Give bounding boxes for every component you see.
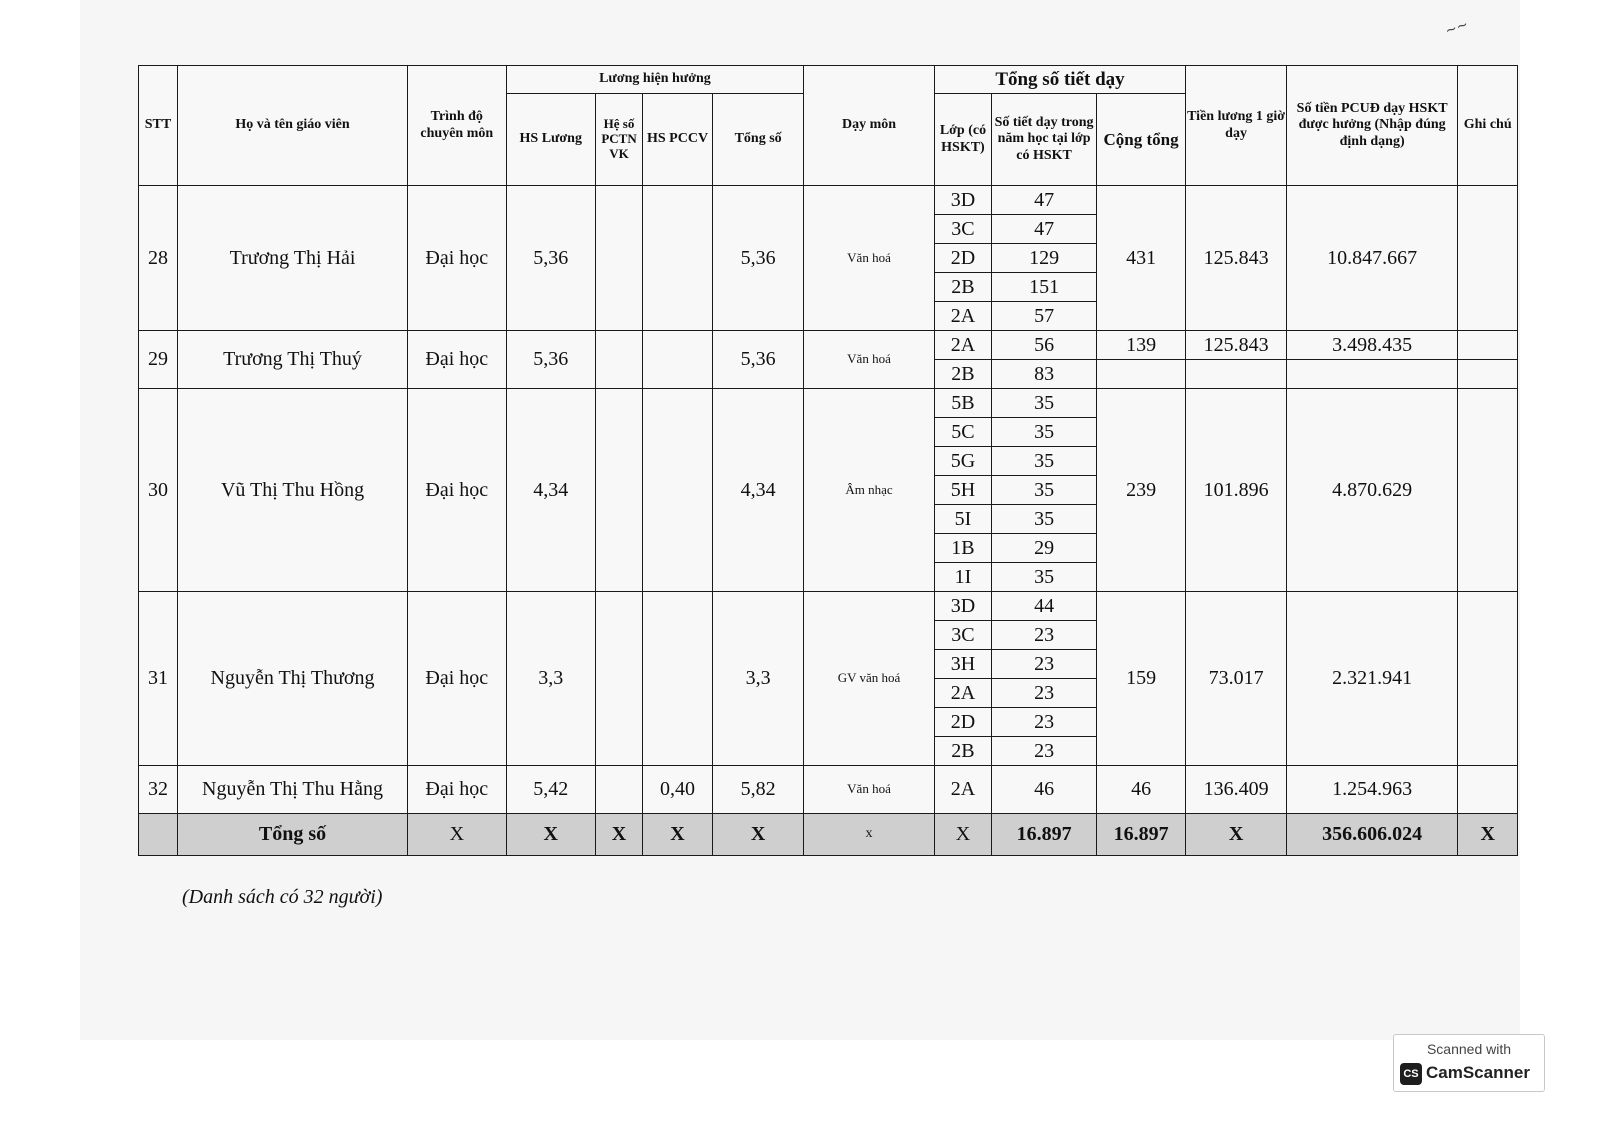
total-tong-so: X bbox=[712, 814, 803, 856]
cell-tiet: 23 bbox=[992, 679, 1097, 708]
cell-name: Nguyễn Thị Thu Hằng bbox=[178, 766, 408, 814]
cell-empty bbox=[1286, 360, 1457, 389]
cell-ghi-chu bbox=[1458, 186, 1518, 331]
cell-pccv bbox=[643, 592, 713, 766]
cell-pctn bbox=[595, 592, 642, 766]
cell-cong-tong: 46 bbox=[1096, 766, 1185, 814]
cell-lop: 5C bbox=[934, 418, 992, 447]
cell-lop: 2D bbox=[934, 708, 992, 737]
cell-tong-so: 5,36 bbox=[712, 186, 803, 331]
col-tong-so: Tổng số bbox=[712, 94, 803, 186]
cell-tiet: 35 bbox=[992, 389, 1097, 418]
cell-tiet: 129 bbox=[992, 244, 1097, 273]
cell-stt: 30 bbox=[139, 389, 178, 592]
cell-mon: Âm nhạc bbox=[804, 389, 934, 592]
cell-trinh-do: Đại học bbox=[408, 331, 507, 389]
cell-tong-so: 3,3 bbox=[712, 592, 803, 766]
cell-pccv: 0,40 bbox=[643, 766, 713, 814]
total-trinh-do: X bbox=[408, 814, 507, 856]
cell-tiet: 56 bbox=[992, 331, 1097, 360]
cell-lop: 1B bbox=[934, 534, 992, 563]
cell-lop: 3C bbox=[934, 621, 992, 650]
cell-so-tien: 3.498.435 bbox=[1286, 331, 1457, 360]
cell-tien-luong: 73.017 bbox=[1186, 592, 1287, 766]
table-header bbox=[139, 66, 1518, 186]
allowance-table bbox=[138, 65, 1518, 856]
col-pctn: Hệ số PCTN VK bbox=[595, 94, 642, 186]
cell-empty bbox=[1096, 360, 1185, 389]
col-cong-tong: Cộng tổng bbox=[1096, 94, 1185, 186]
cell-trinh-do: Đại học bbox=[408, 766, 507, 814]
cell-lop: 5G bbox=[934, 447, 992, 476]
cell-tong-so: 5,36 bbox=[712, 331, 803, 389]
cell-tien-luong: 125.843 bbox=[1186, 186, 1287, 331]
cell-tiet: 83 bbox=[992, 360, 1097, 389]
cell-trinh-do: Đại học bbox=[408, 592, 507, 766]
cell-empty bbox=[1186, 360, 1287, 389]
total-lop: X bbox=[934, 814, 992, 856]
col-trinh-do: Trình độ chuyên môn bbox=[408, 66, 507, 186]
cell-lop: 2A bbox=[934, 679, 992, 708]
col-stt: STT bbox=[139, 66, 178, 186]
pen-mark: ~~ bbox=[1442, 16, 1471, 40]
cell-pccv bbox=[643, 389, 713, 592]
cell-tien-luong: 125.843 bbox=[1186, 331, 1287, 360]
col-ghi-chu: Ghi chú bbox=[1458, 66, 1518, 186]
cell-ghi-chu bbox=[1458, 766, 1518, 814]
table-row bbox=[139, 186, 1518, 215]
cell-tiet: 47 bbox=[992, 215, 1097, 244]
cell-name: Nguyễn Thị Thương bbox=[178, 592, 408, 766]
cell-tiet: 35 bbox=[992, 418, 1097, 447]
cell-stt: 32 bbox=[139, 766, 178, 814]
cell-mon: Văn hoá bbox=[804, 766, 934, 814]
cell-hs-luong: 4,34 bbox=[506, 389, 595, 592]
cell-lop: 2A bbox=[934, 766, 992, 814]
total-tien-luong: X bbox=[1186, 814, 1287, 856]
cell-tiet: 23 bbox=[992, 621, 1097, 650]
col-tien-luong: Tiền lương 1 giờ dạy bbox=[1186, 66, 1287, 186]
cell-lop: 2A bbox=[934, 302, 992, 331]
list-caption: (Danh sách có 32 người) bbox=[182, 886, 383, 908]
cell-lop: 2A bbox=[934, 331, 992, 360]
cell-tien-luong: 136.409 bbox=[1186, 766, 1287, 814]
cell-cong-tong: 431 bbox=[1096, 186, 1185, 331]
camscanner-logo-icon: CS bbox=[1400, 1063, 1422, 1085]
cell-name: Trương Thị Thuý bbox=[178, 331, 408, 389]
col-pccv: HS PCCV bbox=[643, 94, 713, 186]
total-so-tiet: 16.897 bbox=[992, 814, 1097, 856]
cell-hs-luong: 5,36 bbox=[506, 331, 595, 389]
scanned-with-text: Scanned with bbox=[1426, 1041, 1512, 1057]
total-so-tien: 356.606.024 bbox=[1286, 814, 1457, 856]
table-row bbox=[139, 766, 1518, 814]
cell-stt: 29 bbox=[139, 331, 178, 389]
cell-so-tien: 1.254.963 bbox=[1286, 766, 1457, 814]
cell-tiet: 35 bbox=[992, 476, 1097, 505]
cell-empty bbox=[1458, 360, 1518, 389]
cell-tiet: 35 bbox=[992, 563, 1097, 592]
cell-tiet: 47 bbox=[992, 186, 1097, 215]
cell-name: Trương Thị Hải bbox=[178, 186, 408, 331]
cell-so-tien: 4.870.629 bbox=[1286, 389, 1457, 592]
total-pccv: X bbox=[643, 814, 713, 856]
cell-cong-tong: 139 bbox=[1096, 331, 1185, 360]
cell-mon: GV văn hoá bbox=[804, 592, 934, 766]
cell-stt: 28 bbox=[139, 186, 178, 331]
cell-lop: 5H bbox=[934, 476, 992, 505]
cell-ghi-chu bbox=[1458, 331, 1518, 360]
cell-hs-luong: 5,42 bbox=[506, 766, 595, 814]
cell-lop: 3H bbox=[934, 650, 992, 679]
cell-mon: Văn hoá bbox=[804, 331, 934, 389]
cell-lop: 1I bbox=[934, 563, 992, 592]
table-row bbox=[139, 389, 1518, 418]
cell-pccv bbox=[643, 186, 713, 331]
cell-lop: 3D bbox=[934, 186, 992, 215]
col-group-luong: Lương hiện hưởng bbox=[506, 66, 804, 94]
cell-trinh-do: Đại học bbox=[408, 389, 507, 592]
cell-tong-so: 4,34 bbox=[712, 389, 803, 592]
total-ghi-chu: X bbox=[1458, 814, 1518, 856]
table-row bbox=[139, 592, 1518, 621]
cell-hs-luong: 3,3 bbox=[506, 592, 595, 766]
cell-cong-tong: 239 bbox=[1096, 389, 1185, 592]
cell-lop: 2B bbox=[934, 737, 992, 766]
col-day-mon: Dạy môn bbox=[804, 66, 934, 186]
total-row bbox=[139, 814, 1518, 856]
col-hs-luong: HS Lương bbox=[506, 94, 595, 186]
camscanner-brand: CamScanner bbox=[1426, 1063, 1530, 1082]
col-so-tiet: Số tiết dạy trong năm học tại lớp có HSKT bbox=[992, 94, 1097, 186]
cell-name: Vũ Thị Thu Hồng bbox=[178, 389, 408, 592]
col-group-tiet: Tổng số tiết dạy bbox=[934, 66, 1186, 94]
cell-ghi-chu bbox=[1458, 592, 1518, 766]
cell-tiet: 35 bbox=[992, 447, 1097, 476]
cell-pctn bbox=[595, 389, 642, 592]
cell-tiet: 29 bbox=[992, 534, 1097, 563]
cell-tiet: 44 bbox=[992, 592, 1097, 621]
cell-lop: 2B bbox=[934, 360, 992, 389]
cell-lop: 3C bbox=[934, 215, 992, 244]
cell-cong-tong: 159 bbox=[1096, 592, 1185, 766]
total-hs-luong: X bbox=[506, 814, 595, 856]
cell-trinh-do: Đại học bbox=[408, 186, 507, 331]
cell-empty bbox=[139, 814, 178, 856]
cell-lop: 5B bbox=[934, 389, 992, 418]
cell-pctn bbox=[595, 331, 642, 389]
cell-ghi-chu bbox=[1458, 389, 1518, 592]
col-lop: Lớp (có HSKT) bbox=[934, 94, 992, 186]
cell-lop: 2D bbox=[934, 244, 992, 273]
total-label: Tổng số bbox=[178, 814, 408, 856]
col-ho-ten: Họ và tên giáo viên bbox=[178, 66, 408, 186]
cell-tiet: 23 bbox=[992, 737, 1097, 766]
cell-so-tien: 10.847.667 bbox=[1286, 186, 1457, 331]
cell-tiet: 23 bbox=[992, 650, 1097, 679]
cell-tong-so: 5,82 bbox=[712, 766, 803, 814]
cell-lop: 2B bbox=[934, 273, 992, 302]
cell-pccv bbox=[643, 331, 713, 389]
table-row bbox=[139, 331, 1518, 360]
camscanner-badge bbox=[1393, 1034, 1545, 1092]
cell-tiet: 46 bbox=[992, 766, 1097, 814]
total-mon: x bbox=[804, 814, 934, 856]
cell-hs-luong: 5,36 bbox=[506, 186, 595, 331]
cell-lop: 5I bbox=[934, 505, 992, 534]
cell-tiet: 23 bbox=[992, 708, 1097, 737]
cell-pctn bbox=[595, 186, 642, 331]
cell-stt: 31 bbox=[139, 592, 178, 766]
cell-lop: 3D bbox=[934, 592, 992, 621]
cell-pctn bbox=[595, 766, 642, 814]
cell-tien-luong: 101.896 bbox=[1186, 389, 1287, 592]
cell-tiet: 35 bbox=[992, 505, 1097, 534]
cell-so-tien: 2.321.941 bbox=[1286, 592, 1457, 766]
cell-mon: Văn hoá bbox=[804, 186, 934, 331]
cell-tiet: 57 bbox=[992, 302, 1097, 331]
total-cong-tong: 16.897 bbox=[1096, 814, 1185, 856]
total-pctn: X bbox=[595, 814, 642, 856]
col-so-tien: Số tiền PCUĐ dạy HSKT được hưởng (Nhập đúng định dạng) bbox=[1286, 66, 1457, 186]
cell-tiet: 151 bbox=[992, 273, 1097, 302]
